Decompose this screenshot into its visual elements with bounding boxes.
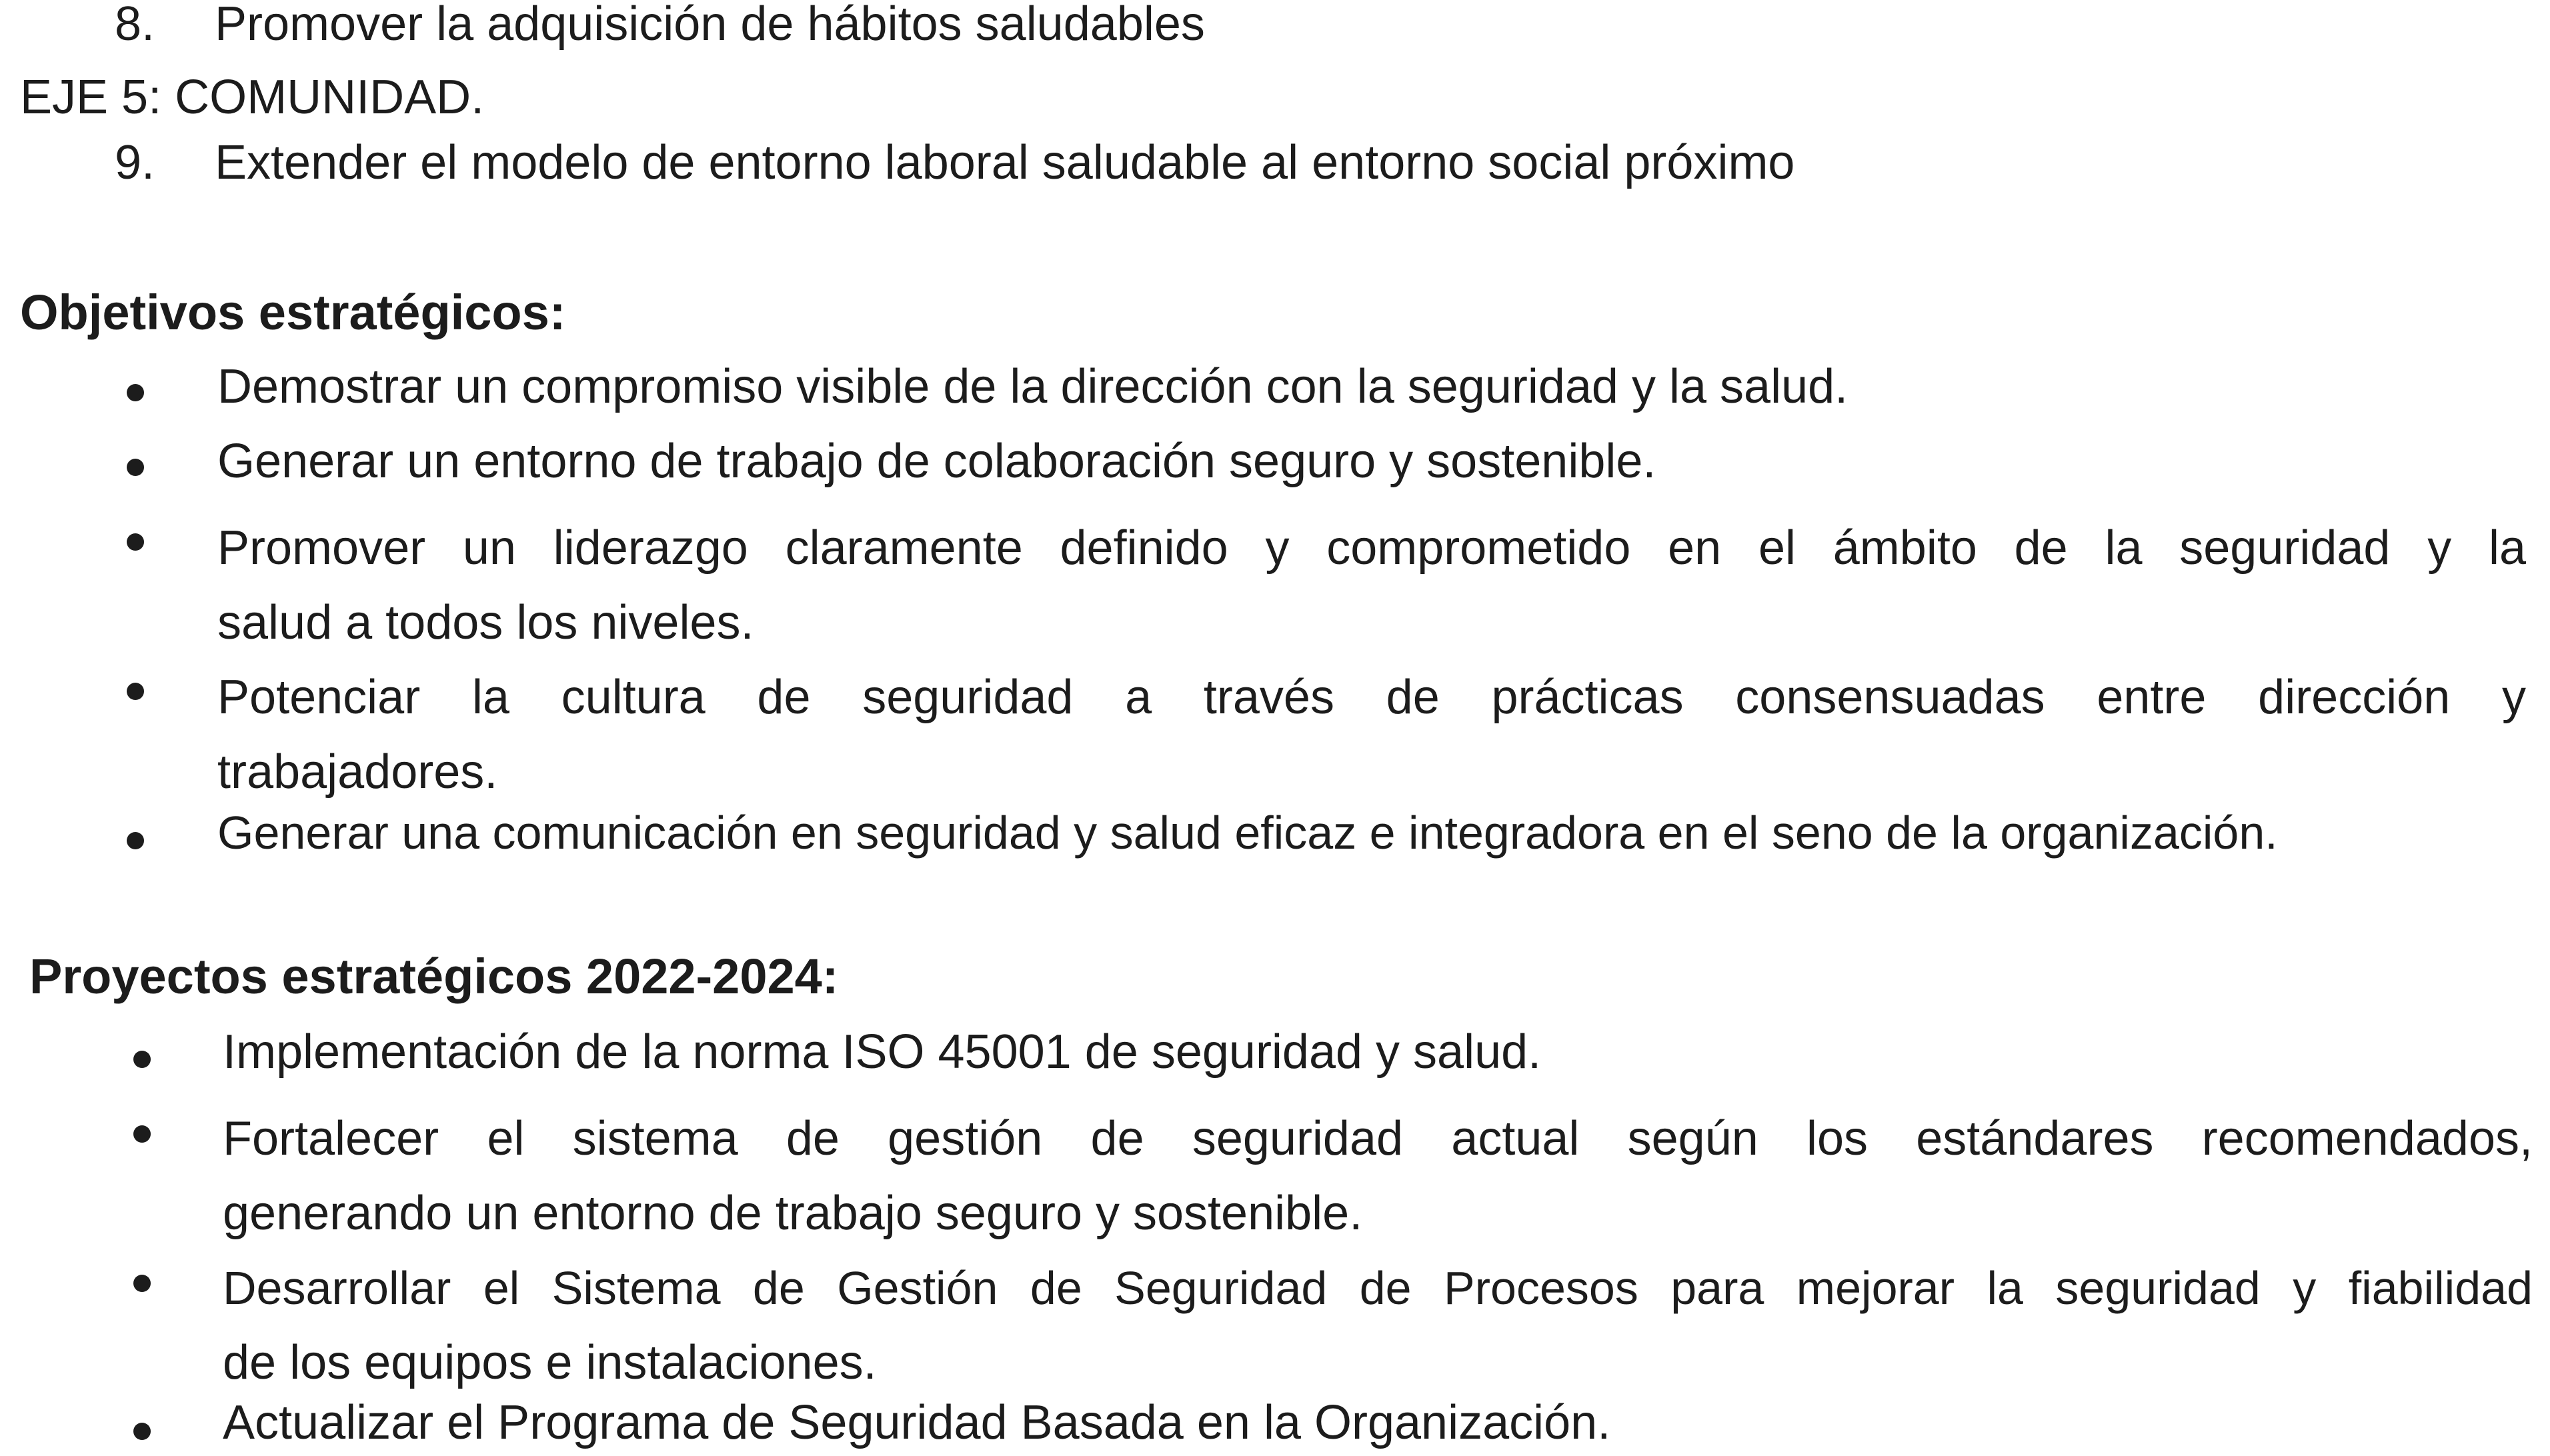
bullet-icon: [127, 683, 144, 700]
project-item-line: generando un entorno de trabajo seguro y sostenible.: [223, 1187, 1363, 1240]
bullet-icon: [133, 1423, 151, 1440]
list-number: 8.: [115, 0, 155, 51]
bullet-icon: [127, 459, 144, 476]
project-item: [223, 1101, 2533, 1251]
list-item-text: Extender el modelo de entorno laboral saludable al entorno social próximo: [215, 136, 1795, 189]
section-title-objectives: Objetivos estratégicos:: [20, 285, 566, 340]
objective-item: [217, 660, 2526, 809]
project-item: Implementación de la norma ISO 45001 de seguridad y salud.: [223, 1025, 1542, 1079]
objective-item: Demostrar un compromiso visible de la dirección con la seguridad y la salud.: [217, 360, 1848, 413]
project-item-line: Fortalecer el sistema de gestión de seguridad actual según los estándares recomendados,: [223, 1112, 2533, 1165]
objective-item-line: Promover un liderazgo claramente definido y comprometido en el ámbito de la seguridad y la: [217, 521, 2526, 575]
objective-item-line: salud a todos los niveles.: [217, 596, 754, 649]
bullet-icon: [133, 1125, 151, 1143]
bullet-icon: [127, 533, 144, 551]
project-item: Actualizar el Programa de Seguridad Basada en la Organización.: [223, 1396, 1611, 1449]
bullet-icon: [133, 1051, 151, 1068]
objective-item: Generar una comunicación en seguridad y salud eficaz e integradora en el seno de la organización.: [217, 807, 2278, 859]
section-title-projects: Proyectos estratégicos 2022-2024:: [29, 949, 839, 1004]
objective-item-line: Potenciar la cultura de seguridad a través de prácticas consensuadas entre dirección y: [217, 671, 2526, 724]
project-item: [223, 1251, 2533, 1400]
objective-item-line: trabajadores.: [217, 745, 498, 799]
project-item-line: Desarrollar el Sistema de Gestión de Seguridad de Procesos para mejorar la seguridad y fiabilidad: [223, 1262, 2533, 1314]
list-item-text: Promover la adquisición de hábitos saludables: [215, 0, 1205, 51]
bullet-icon: [127, 384, 144, 401]
objective-item: [217, 511, 2526, 660]
axis-heading: EJE 5: COMUNIDAD.: [20, 71, 485, 124]
project-item-line: de los equipos e instalaciones.: [223, 1336, 877, 1389]
bullet-icon: [127, 832, 144, 849]
bullet-icon: [133, 1275, 151, 1292]
list-number: 9.: [115, 136, 155, 189]
objective-item: Generar un entorno de trabajo de colaboración seguro y sostenible.: [217, 435, 1656, 488]
